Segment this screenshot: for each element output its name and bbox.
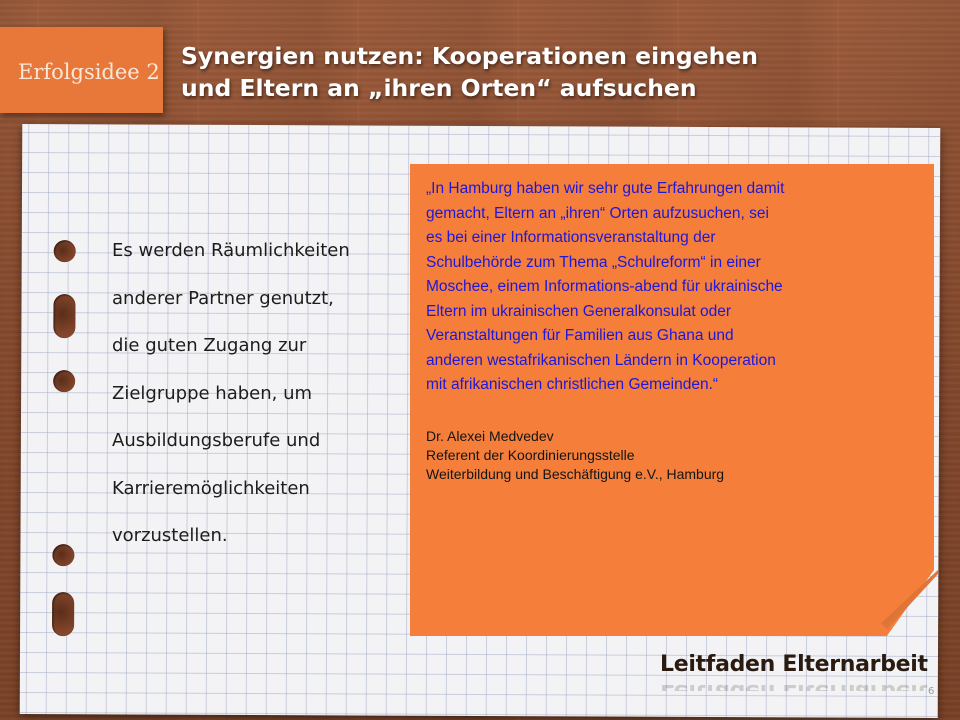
quote-line: Veranstaltungen für Familien aus Ghana und	[426, 327, 734, 344]
binder-hole-icon	[53, 370, 75, 392]
idea-tag-label: Erfolgsidee 2	[18, 60, 160, 84]
binder-hole-icon	[53, 294, 75, 338]
idea-tag	[0, 27, 163, 113]
quote-line: „In Hamburg haben wir sehr gute Erfahrungen damit	[426, 180, 785, 197]
quote-line: mit afrikanischen christlichen Gemeinden.“	[426, 376, 719, 393]
author-organization: Weiterbildung und Beschäftigung e.V., Hamburg	[426, 466, 725, 482]
page-number: 6	[928, 686, 935, 697]
slide-title-line-1: Synergien nutzen: Kooperationen eingehen	[181, 42, 759, 70]
author-role: Referent der Koordinierungsstelle	[426, 447, 635, 463]
body-text-line: die guten Zugang zur	[112, 335, 307, 356]
body-text-line: Zielgruppe haben, um	[112, 382, 313, 404]
body-text-line: anderer Partner genutzt,	[112, 287, 334, 309]
body-text-line: Ausbildungsberufe und	[112, 430, 321, 451]
binder-hole-icon	[54, 240, 76, 262]
author-name: Dr. Alexei Medvedev	[426, 428, 554, 444]
binder-hole-icon	[52, 544, 74, 566]
quote-author	[426, 427, 926, 484]
body-text-line: Es werden Räumlichkeiten	[112, 240, 350, 261]
quote-line: Moschee, einem Informations-abend für ukrainische	[426, 278, 783, 295]
body-text-line: vorzustellen.	[112, 525, 228, 546]
binder-hole-icon	[52, 592, 74, 636]
slide-title-line-2: und Eltern an „ihren Orten“ aufsuchen	[181, 74, 697, 102]
quote-line: Eltern im ukrainischen Generalkonsulat oder	[426, 302, 731, 320]
quote-line: anderen westafrikanischen Ländern in Kooperation	[426, 351, 776, 369]
quote-line: Schulbehörde zum Thema „Schulreform“ in einer	[426, 253, 761, 271]
body-text-line: Karrieremöglichkeiten	[112, 477, 310, 499]
slide-title	[181, 40, 881, 104]
body-text	[112, 227, 412, 560]
quote-line: gemacht, Eltern an „ihren“ Orten aufzusuchen, sei	[426, 204, 769, 222]
quote-line: es bei einer Informationsveranstaltung der	[426, 229, 716, 246]
quote-text	[426, 177, 926, 398]
footer-label: Leitfaden Elternarbeit	[660, 652, 928, 677]
